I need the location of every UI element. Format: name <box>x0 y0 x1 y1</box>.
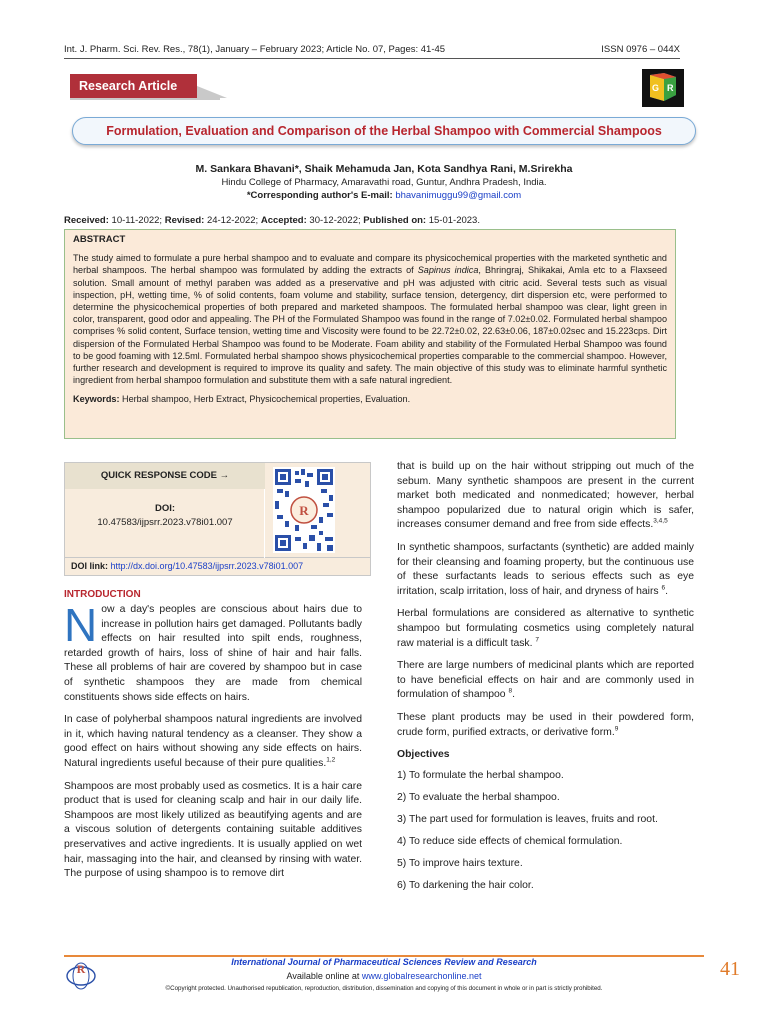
objective-item: 6) To darkening the hair color. <box>397 880 534 892</box>
objective-item: 2) To evaluate the herbal shampoo. <box>397 791 560 803</box>
qr-doi-panel <box>64 462 371 558</box>
revised-label: Revised: <box>164 215 205 226</box>
received-label: Received: <box>64 215 109 226</box>
objective-item: 1) To formulate the herbal shampoo. <box>397 769 564 781</box>
accepted-label: Accepted: <box>260 215 307 226</box>
objective-item: 4) To reduce side effects of chemical formulation. <box>397 835 623 847</box>
abstract-text-part-1: The study aimed to formulate a pure herbal shampoo and to evaluate and compare its physicochemical properties with the marketed synthetic and herbal shampoos. The herbal shampoo was formulated by adding the extracts of <box>73 253 667 276</box>
intro-paragraph-5: In synthetic shampoos, surfactants (synthetic) are added mainly for their cleansing and foaming property, but the continuous use of these surfactants leads to serious effects such as eye irritation, scalp irritation, loss of hair, and dryness of hairs $^6$. <box>397 541 694 597</box>
revised-date: 24-12-2022; <box>206 215 259 226</box>
abstract-text-part-2: , Bhringraj, Shikakai, Amla etc to a Flaxseed solution. Small amount of methyl paraben was added as a preservative and pH was adjusted with citric acid. Several tests such as visual inspection, pH, wetting time, % of solid contents, foam volume and stability, surface tension, detergency, dirt dispersion etc, were performed to determine the physicochemical properties of both prepared and marketed shampoos. The formulated herbal shampoo was clear, light green in color, transparent, good odor and appealing. The PH of the Formulated Shampoo was found in the range of 7.02±0.02. Formulated herbal shampoo comprises % solid content, Surface tension, wetting time and Viscosity were found to be 22.72±0.02, 22.63±0.06, 187±0.02sec and 15.223cps. Dirt dispersion of the Formulated Herbal Shampoo was found to be Moderate. Foam ability and stability of the Formulated Herbal Shampoo was found to be good foaming with 12.5ml. Formulated herbal shampoo shows physicochemical properties comparable to the commercial shampoo. However, further research and development is required to improve its quality and safety. The main objective of this study was to eliminate harmful synthetic ingredient from herbal shampoo formulation and substitute them with a safe natural ingredient. <box>73 265 668 386</box>
keywords-label: Keywords: <box>73 394 120 405</box>
intro-paragraph-2-text: In case of polyherbal shampoos natural ingredients are involved in it, which having natural tendency as a cleanser. They show a good effect on hairs without showing any side effects on hairs. Natural ingredients useful because of their pure qualities. <box>64 714 362 769</box>
svg-text:R: R <box>76 962 86 976</box>
citation-ref: 6 <box>661 584 666 592</box>
intro-paragraph-1 <box>64 599 362 705</box>
doi-link[interactable]: http://dx.doi.org/10.47583/ijpsrr.2023.v78i01.007 <box>110 561 304 571</box>
citation-ref: 3,4,5 <box>653 517 668 525</box>
quick-response-code-label: QUICK RESPONSE CODE → <box>65 463 265 489</box>
accepted-date: 30-12-2022; <box>309 215 361 226</box>
abstract-text <box>73 252 667 386</box>
footer-journal-name: International Journal of Pharmaceutical Sciences Review and Research <box>231 957 537 967</box>
intro-paragraph-2 <box>64 713 362 771</box>
intro-paragraph-3: Shampoos are most probably used as cosmetics. It is a hair care product that is used for cleaning scalp and hair in our daily life. Shampoos are most likely utilized as beautifying agents and are a viscous solution of detergents containing suitable additives preservatives and active ingredients. It is usually applied on wet hair, massaging into the hair, and cleansed by rinsing with water. The purpose of using shampoo is to remove dirt <box>64 780 363 880</box>
received-date: 10-11-2022; <box>111 215 163 226</box>
intro-paragraph-7-text: There are large numbers of medicinal plants which are reported to have beneficial effects on hair and are commonly used in formulation of shampoo <box>397 660 694 701</box>
published-label: Published on: <box>363 215 427 226</box>
qr-code-icon[interactable] <box>273 467 335 553</box>
citation-ref: 1,2 <box>326 756 336 764</box>
doi-value: 10.47583/ijpsrr.2023.v78i01.007 <box>97 517 233 528</box>
intro-paragraph-8-text: These plant products may be used in their powdered form, crude form, purified extracts, or derivative form. <box>397 711 694 738</box>
intro-paragraph-1-text: ow a day's peoples are conscious about hairs due to increase in pollution hairs get damaged. Pollutants badly effects on hair resulted into spilt ends, roughness, retarded growth of hairs, loss of shine of hair and hair falls. These all problems of hair are covered by shampoo but in case of synthetic shampoos they are made from chemical constituents shows side effects on hairs. <box>64 604 362 703</box>
keywords <box>73 393 667 405</box>
objective-item: 3) The part used for formulation is leaves, fruits and root. <box>397 813 658 825</box>
objectives-heading: Objectives <box>397 749 450 761</box>
svg-text:G: G <box>652 83 660 93</box>
doi-link-label: DOI link: <box>71 561 109 571</box>
svg-text:R: R <box>667 83 674 93</box>
authors: M. Sankara Bhavani*, Shaik Mehamuda Jan, Kota Sandhya Rani, M.Srirekha <box>195 163 573 175</box>
article-dates <box>64 215 480 226</box>
article-type-underline <box>70 98 220 100</box>
left-column <box>64 589 363 890</box>
abstract-species: Sapinus indica <box>417 265 479 276</box>
published-date: 15-01-2023. <box>428 215 480 226</box>
doi-link-row <box>64 558 371 576</box>
intro-paragraph-5-text: In synthetic shampoos, surfactants (synthetic) are added mainly for their cleansing and foaming property, but the continuous use of these surfactants leads to serious effects such as eye irritation, scalp irritation, loss of hair, and dryness of hairs <box>397 541 694 597</box>
intro-paragraph-8 <box>397 711 694 740</box>
intro-paragraph-4-text: that is build up on the hair without stripping out much of the sebum. Many synthetic shampoos are present in the current market both medicated and nonmedicated; however, herbal shampoo popularized due to natural origin which is safer, increases consumer demand and free from side effects. <box>397 461 694 531</box>
corresponding-email-link[interactable]: bhavanimuggu99@gmail.com <box>395 190 522 201</box>
intro-paragraph-6 <box>397 607 694 651</box>
svg-text:R: R <box>299 503 309 518</box>
footer-availability <box>0 971 768 981</box>
drop-cap: N <box>64 599 98 651</box>
objective-item: 5) To improve hairs texture. <box>397 858 523 870</box>
issn: ISSN 0976 – 044X <box>601 44 680 55</box>
article-type-tag: Research Article <box>70 74 197 98</box>
copyright-notice: ©Copyright protected. Unauthorised republication, reproduction, distribution, dissemination and copying of this document in whole or in part is strictly prohibited. <box>165 985 603 992</box>
article-title: Formulation, Evaluation and Comparison of the Herbal Shampoo with Commercial Shampoos <box>72 117 696 145</box>
introduction-heading: INTRODUCTION <box>64 589 141 600</box>
journal-logo-icon <box>642 69 684 107</box>
intro-paragraph-7: There are large numbers of medicinal plants which are reported to have beneficial effects on hair and are commonly used in formulation of shampoo $^8$. <box>397 660 694 701</box>
affiliation: Hindu College of Pharmacy, Amaravathi road, Guntur, Andhra Pradesh, India. <box>221 177 547 188</box>
intro-paragraph-6-text: Herbal formulations are considered as alternative to synthetic shampoo but formulating cosmetics using completely natural raw material is a difficult task. <box>397 608 694 649</box>
page-number: 41 <box>720 958 740 980</box>
doi-label: DOI: <box>154 503 176 514</box>
keywords-list: Herbal shampoo, Herb Extract, Physicochemical properties, Evaluation. <box>122 394 411 405</box>
citation-ref: 9 <box>614 725 619 733</box>
intro-paragraph-4 <box>397 460 694 533</box>
citation-ref: 7 <box>535 636 540 644</box>
qr-doi-info <box>65 463 265 559</box>
article-type-tag-arrow <box>197 86 227 98</box>
corresponding-author <box>0 190 768 201</box>
journal-citation: Int. J. Pharm. Sci. Rev. Res., 78(1), January – February 2023; Article No. 07, Pages: 41-45 <box>64 44 446 55</box>
abstract-heading: ABSTRACT <box>73 234 126 245</box>
journal-website-link[interactable]: www.globalresearchonline.net <box>361 971 482 981</box>
corresponding-label: *Corresponding author's E-mail: <box>246 190 393 201</box>
right-column <box>397 460 694 901</box>
citation-ref: 8 <box>508 687 513 695</box>
header-divider <box>64 58 680 59</box>
abstract-box <box>64 229 676 439</box>
available-label: Available online at <box>286 971 362 981</box>
